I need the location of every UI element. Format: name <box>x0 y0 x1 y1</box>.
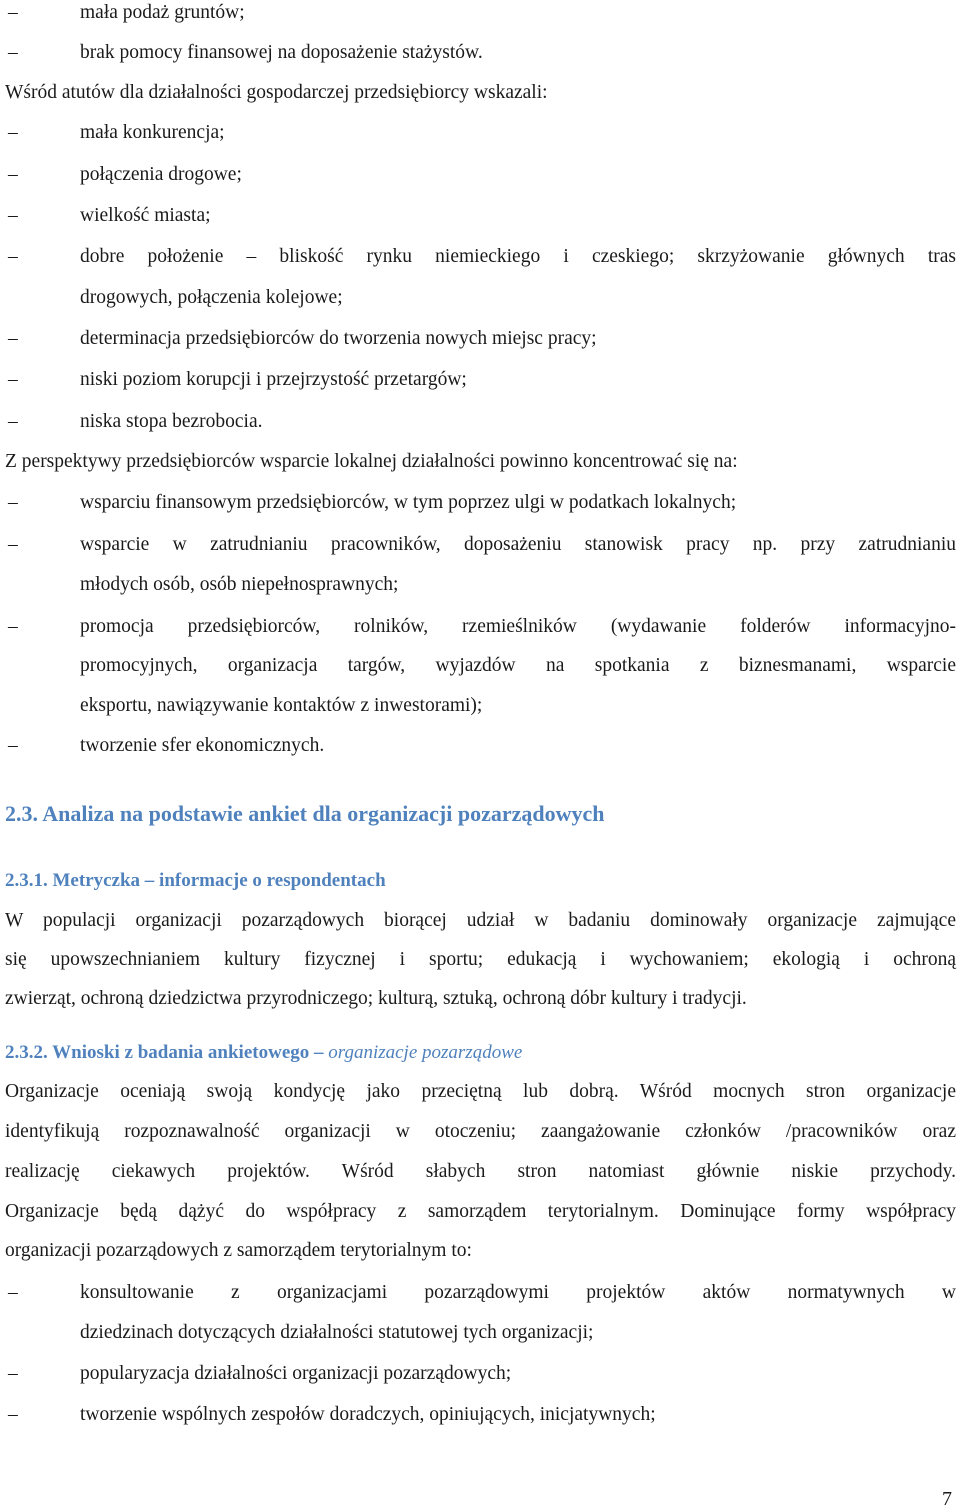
paragraph-line: się upowszechnianiem kultury fizycznej i sportu; edukacją i wychowaniem; ekologią i ochroną <box>5 949 956 970</box>
list-item: połączenia drogowe; <box>80 164 242 185</box>
list-bullet: – <box>8 2 18 23</box>
list-bullet: – <box>8 246 18 267</box>
section-number: 2.3. <box>5 801 38 826</box>
paragraph-line: realizację ciekawych projektów. Wśród słabych stron natomiast głównie niskie przychody. <box>5 1161 956 1182</box>
paragraph-intro: Z perspektywy przedsiębiorców wsparcie lokalnej działalności powinno koncentrować się na: <box>5 451 738 472</box>
list-item: promocja przedsiębiorców, rolników, rzemieślników (wydawanie folderów informacyjno- <box>80 616 956 637</box>
list-item: mała podaż gruntów; <box>80 2 245 23</box>
list-bullet: – <box>8 534 18 555</box>
paragraph-line: organizacji pozarządowych z samorządem terytorialnym to: <box>5 1240 472 1261</box>
list-item: wielkość miasta; <box>80 205 211 226</box>
list-bullet: – <box>8 164 18 185</box>
list-item: tworzenie sfer ekonomicznych. <box>80 735 325 756</box>
list-bullet: – <box>8 492 18 513</box>
list-bullet: – <box>8 205 18 226</box>
subsection-number: 2.3.1. <box>5 870 48 891</box>
list-item-continuation: młodych osób, osób niepełnosprawnych; <box>80 574 399 595</box>
list-bullet: – <box>8 411 18 432</box>
list-item-continuation: drogowych, połączenia kolejowe; <box>80 287 343 308</box>
paragraph-line: Organizacje oceniają swoją kondycję jako przeciętną lub dobrą. Wśród mocnych stron organizacje <box>5 1081 956 1102</box>
section-title: Analiza na podstawie ankiet dla organizacji pozarządowych <box>42 801 605 826</box>
list-item: wsparcie w zatrudnianiu pracowników, doposażeniu stanowisk pracy np. przy zatrudnianiu <box>80 534 956 555</box>
list-bullet: – <box>8 42 18 63</box>
list-item-continuation: dziedzinach dotyczących działalności statutowej tych organizacji; <box>80 1322 594 1343</box>
subsection-title: Wnioski z badania ankietowego – <box>52 1042 324 1063</box>
list-item: niski poziom korupcji i przejrzystość przetargów; <box>80 369 467 390</box>
list-item: mała konkurencja; <box>80 122 225 143</box>
list-item: popularyzacja działalności organizacji pozarządowych; <box>80 1363 512 1384</box>
list-item: niska stopa bezrobocia. <box>80 411 263 432</box>
list-bullet: – <box>8 1404 18 1425</box>
list-item-continuation: eksportu, nawiązywanie kontaktów z inwestorami); <box>80 695 483 716</box>
subsection-title-italic: organizacje pozarządowe <box>328 1042 523 1063</box>
list-bullet: – <box>8 1363 18 1384</box>
paragraph-line: Organizacje będą dążyć do współpracy z samorządem terytorialnym. Dominujące formy współpracy <box>5 1201 956 1222</box>
list-bullet: – <box>8 616 18 637</box>
paragraph-line: W populacji organizacji pozarządowych biorącej udział w badaniu dominowały organizacje zajmujące <box>5 910 956 931</box>
list-item: brak pomocy finansowej na doposażenie stażystów. <box>80 42 483 63</box>
list-item: determinacja przedsiębiorców do tworzenia nowych miejsc pracy; <box>80 328 597 349</box>
list-bullet: – <box>8 122 18 143</box>
list-bullet: – <box>8 735 18 756</box>
subsection-heading <box>5 863 386 899</box>
list-item-continuation: promocyjnych, organizacja targów, wyjazdów na spotkania z biznesmanami, wsparcie <box>80 655 956 676</box>
subsection-title: Metryczka – informacje o respondentach <box>52 870 386 891</box>
subsection-number: 2.3.2. <box>5 1042 48 1063</box>
paragraph-line: zwierząt, ochroną dziedzictwa przyrodniczego; kulturą, sztuką, ochroną dóbr kultury i tradycji. <box>5 988 747 1009</box>
list-bullet: – <box>8 1282 18 1303</box>
subsection-heading <box>5 1035 522 1071</box>
list-item: konsultowanie z organizacjami pozarządowymi projektów aktów normatywnych w <box>80 1282 956 1303</box>
page-number: 7 <box>942 1488 952 1510</box>
list-bullet: – <box>8 369 18 390</box>
paragraph-intro: Wśród atutów dla działalności gospodarczej przedsiębiorcy wskazali: <box>5 82 548 103</box>
list-item: dobre położenie – bliskość rynku niemieckiego i czeskiego; skrzyżowanie głównych tras <box>80 246 956 267</box>
list-bullet: – <box>8 328 18 349</box>
list-item: tworzenie wspólnych zespołów doradczych, opiniujących, inicjatywnych; <box>80 1404 656 1425</box>
section-heading <box>5 794 605 834</box>
paragraph-line: identyfikują rozpoznawalność organizacji w otoczeniu; zaangażowanie członków /pracowników oraz <box>5 1121 956 1142</box>
list-item: wsparciu finansowym przedsiębiorców, w tym poprzez ulgi w podatkach lokalnych; <box>80 492 737 513</box>
